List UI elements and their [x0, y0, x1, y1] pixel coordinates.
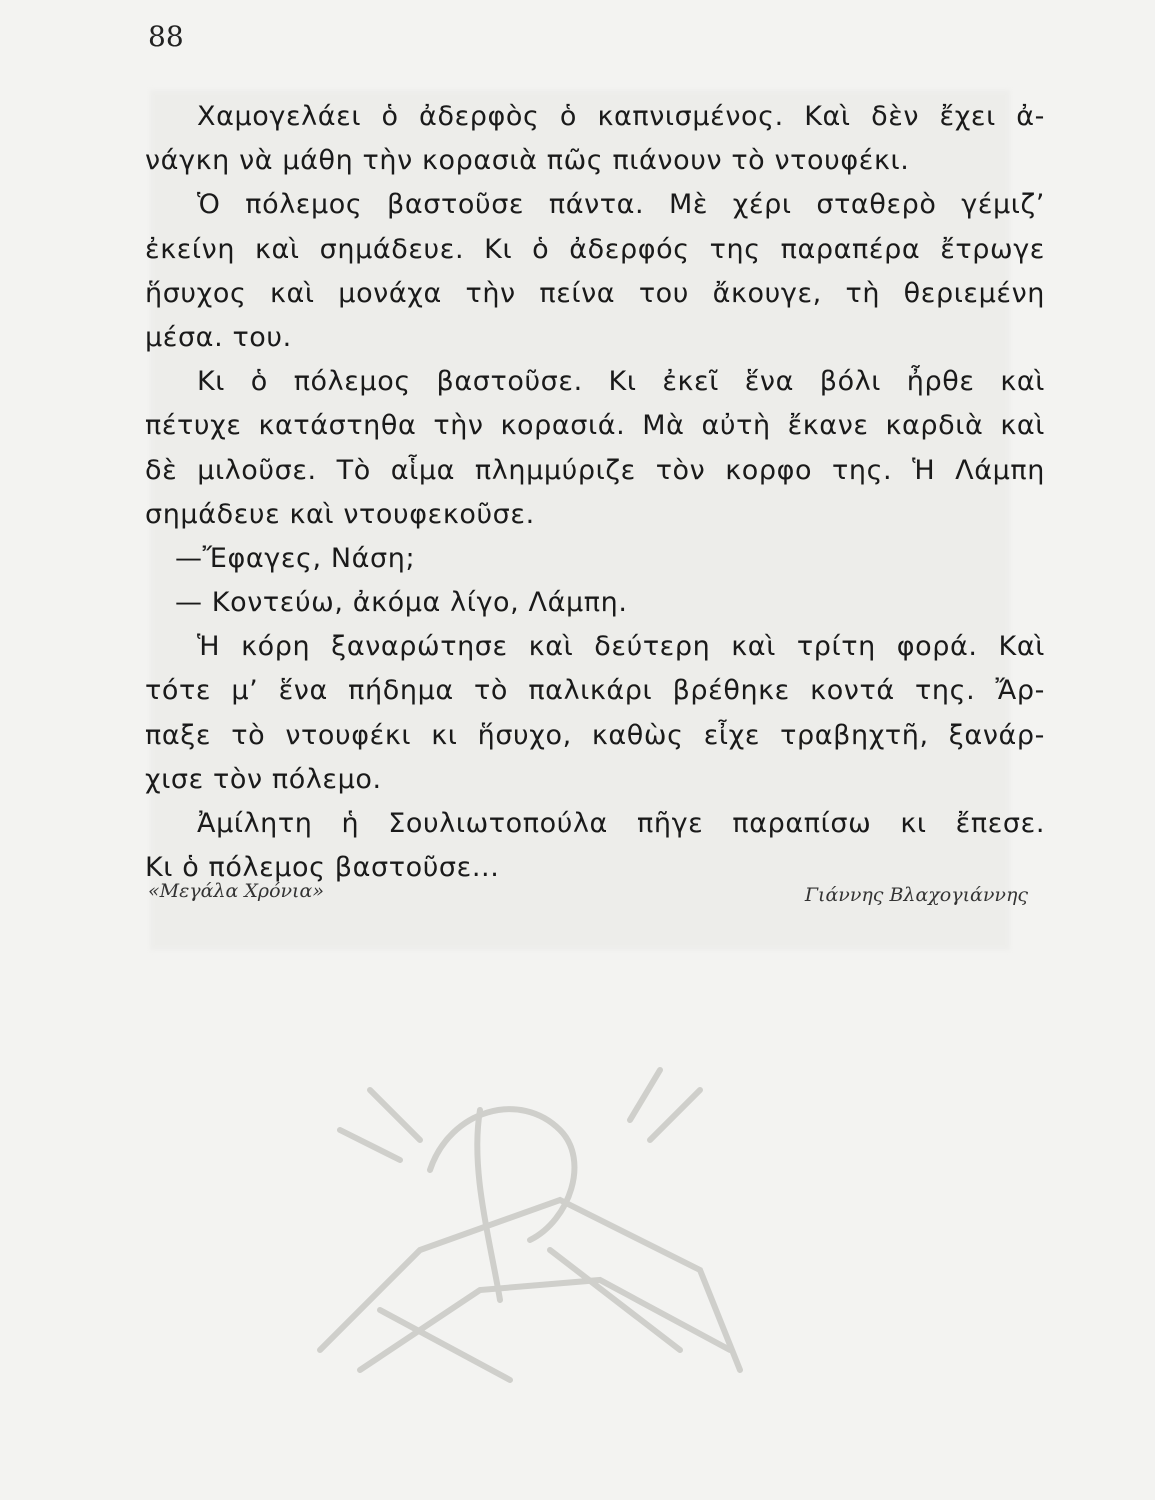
paragraph-line: ἐκείνη καὶ σημάδευε. Κι ὁ ἀδερφός της παραπέρα ἔτρωγε	[145, 233, 1045, 265]
paragraph-line: Χαμογελάει ὁ ἀδερφὸς ὁ καπνισμένος. Καὶ δὲν ἔχει ἀ-	[197, 101, 1045, 132]
paragraph-line: νάγκη νὰ μάθη τὴν κορασιὰ πῶς πιάνουν τὸ ντουφέκι.	[145, 145, 910, 177]
paragraph-line: τότε μ’ ἕνα πήδημα τὸ παλικάρι βρέθηκε κοντά της. Ἄρ-	[145, 675, 1045, 707]
dialogue-line: —Ἔφαγες, Νάση;	[175, 542, 416, 574]
page-number: 88	[148, 20, 184, 53]
paragraph-line: μέσα. του.	[145, 321, 292, 353]
attribution	[148, 880, 1028, 920]
paragraph-line: παξε τὸ ντουφέκι κι ἥσυχο, καθὼς εἶχε τραβηχτῆ, ξανάρ-	[145, 719, 1045, 751]
source-title: «Μεγάλα Χρόνια»	[148, 880, 324, 902]
paragraph-line: Ἀμίλητη ἡ Σουλιωτοπούλα πῆγε παραπίσω κι ἔπεσε.	[197, 808, 1045, 839]
paragraph-line: δὲ μιλοῦσε. Τὸ αἷμα πλημμύριζε τὸν κορφο της. Ἡ Λάμπη	[145, 454, 1045, 486]
bleed-through-woodcut-illustration	[300, 1050, 760, 1390]
author-name: Γιάννης Βλαχογιάννης	[804, 884, 1028, 906]
body-text	[145, 95, 1045, 890]
paragraph-line: σημάδευε καὶ ντουφεκοῦσε.	[145, 498, 535, 530]
paragraph-line: Κι ὁ πόλεμος βαστοῦσε...	[145, 852, 500, 884]
paragraph-line: Ἡ κόρη ξαναρώτησε καὶ δεύτερη καὶ τρίτη φορά. Καὶ	[197, 631, 1045, 663]
paragraph-line: Ὁ πόλεμος βαστοῦσε πάντα. Μὲ χέρι σταθερὸ γέμιζ’	[197, 189, 1045, 221]
paragraph-line: πέτυχε κατάστηθα τὴν κορασιά. Μὰ αὐτὴ ἔκανε καρδιὰ καὶ	[145, 410, 1045, 442]
paragraph-line: ἥσυχος καὶ μονάχα τὴν πείνα του ἄκουγε, τὴ θεριεμένη	[145, 277, 1045, 309]
dialogue-line: — Κοντεύω, ἀκόμα λίγο, Λάμπη.	[175, 587, 628, 619]
paragraph-line: Κι ὁ πόλεμος βαστοῦσε. Κι ἐκεῖ ἕνα βόλι ἦρθε καὶ	[197, 366, 1045, 398]
paragraph-line: χισε τὸν πόλεμο.	[145, 763, 382, 795]
